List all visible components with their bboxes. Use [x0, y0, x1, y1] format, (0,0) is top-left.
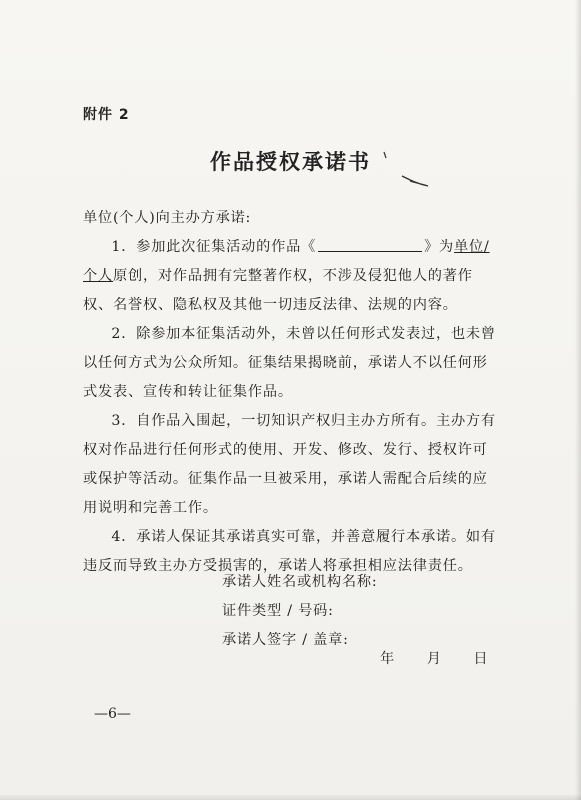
document-title: 作品授权承诺书 — [210, 149, 371, 174]
clause-2: 2．除参加本征集活动外，未曾以任何形式发表过，也未曾以任何方式为公众所知。征集结果揭晓前，承诺人不以任何形式发表、宣传和转让征集作品。 — [83, 326, 496, 400]
name-label: 承诺人姓名或机构名称: — [222, 574, 378, 590]
id-label: 证件类型 / 号码: — [222, 603, 334, 619]
signature-block — [222, 568, 377, 655]
clause-1-part2: 》为 — [424, 239, 455, 255]
pen-mark-icon — [380, 150, 432, 192]
clause-1-part3: 原创，对作品拥有完整著作权，不涉及侵犯他人的著作权、名誉权、隐私权及其他一切违反法律、法规的内容。 — [83, 268, 473, 313]
date-label: 年 月 日 — [380, 651, 502, 667]
intro-text: 单位(个人)向主办方承诺: — [83, 210, 252, 226]
clause-1 — [83, 233, 501, 320]
clause-4: 4．承诺人保证其承诺真实可靠，并善意履行本承诺。如有违反而导致主办方受损害的，承诺人将承担相应法律责任。 — [83, 529, 496, 574]
document-body — [83, 204, 501, 581]
clause-3: 3．自作品入围起，一切知识产权归主办方所有。主办方有权对作品进行任何形式的使用、开发、修改、发行、授权许可或保护等活动。征集作品一旦被采用，承诺人需配合后续的应用说明和完善工作。 — [83, 413, 496, 516]
clause-1-part1: 1．参加此次征集活动的作品《 — [111, 239, 317, 255]
work-name-blank — [318, 238, 422, 252]
sign-label: 承诺人签字 / 盖章: — [222, 632, 349, 648]
page-edge-shadow-bottom — [0, 794, 581, 800]
page-edge-shadow — [575, 0, 581, 800]
attachment-label: 附件 2 — [83, 107, 130, 123]
page-number: —6— — [94, 706, 131, 722]
clause-1-underlined: 单位/个人 — [83, 239, 490, 284]
